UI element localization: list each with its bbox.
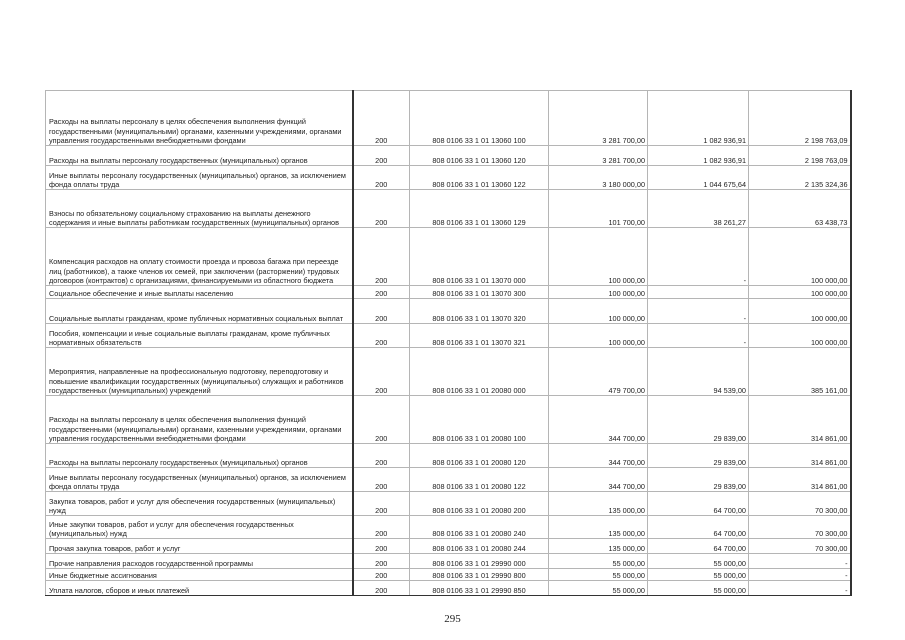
remaining-amount-cell: 2 135 324,36 (749, 166, 851, 190)
remaining-amount-cell: - (749, 581, 851, 596)
line-code-cell: 200 (353, 539, 410, 554)
executed-amount-cell: - (648, 299, 749, 324)
table-row (46, 581, 851, 596)
remaining-amount-cell: 2 198 763,09 (749, 91, 851, 146)
expense-name-cell: Пособия, компенсации и иные социальные выплаты гражданам, кроме публичных нормативных обязательств (46, 324, 353, 348)
table-row (46, 348, 851, 396)
remaining-amount-cell: 2 198 763,09 (749, 146, 851, 166)
approved-amount-cell: 344 700,00 (549, 444, 648, 468)
remaining-amount-cell: 314 861,00 (749, 396, 851, 444)
executed-amount-cell: 29 839,00 (648, 468, 749, 492)
expense-name-cell: Расходы на выплаты персоналу в целях обеспечения выполнения функций государственными (муниципальными) органами, казенными учреждениями, органами управления государственными внебюджетными фондами (46, 91, 353, 146)
line-code-cell: 200 (353, 190, 410, 228)
remaining-amount-cell: 385 161,00 (749, 348, 851, 396)
line-code-cell: 200 (353, 396, 410, 444)
line-code-cell: 200 (353, 581, 410, 596)
table-row (46, 324, 851, 348)
remaining-amount-cell: - (749, 554, 851, 569)
executed-amount-cell: - (648, 324, 749, 348)
executed-amount-cell: 1 082 936,91 (648, 146, 749, 166)
remaining-amount-cell: 314 861,00 (749, 444, 851, 468)
expense-name-cell: Закупка товаров, работ и услуг для обеспечения государственных (муниципальных) нужд (46, 492, 353, 516)
approved-amount-cell: 100 000,00 (549, 228, 648, 286)
budget-classification-cell: 808 0106 33 1 01 20080 100 (410, 396, 549, 444)
executed-amount-cell: - (648, 228, 749, 286)
line-code-cell: 200 (353, 554, 410, 569)
executed-amount-cell (648, 286, 749, 299)
budget-execution-table (45, 90, 852, 596)
budget-classification-cell: 808 0106 33 1 01 13060 120 (410, 146, 549, 166)
line-code-cell: 200 (353, 468, 410, 492)
approved-amount-cell: 344 700,00 (549, 468, 648, 492)
budget-classification-cell: 808 0106 33 1 01 13070 320 (410, 299, 549, 324)
line-code-cell: 200 (353, 91, 410, 146)
table-row (46, 554, 851, 569)
executed-amount-cell: 1 082 936,91 (648, 91, 749, 146)
executed-amount-cell: 29 839,00 (648, 396, 749, 444)
budget-classification-cell: 808 0106 33 1 01 13060 100 (410, 91, 549, 146)
remaining-amount-cell: 70 300,00 (749, 539, 851, 554)
approved-amount-cell: 55 000,00 (549, 569, 648, 581)
expense-name-cell: Расходы на выплаты персоналу государственных (муниципальных) органов (46, 146, 353, 166)
approved-amount-cell: 344 700,00 (549, 396, 648, 444)
expense-name-cell: Расходы на выплаты персоналу государственных (муниципальных) органов (46, 444, 353, 468)
remaining-amount-cell: - (749, 569, 851, 581)
table-row (46, 444, 851, 468)
budget-classification-cell: 808 0106 33 1 01 20080 244 (410, 539, 549, 554)
table-row (46, 396, 851, 444)
line-code-cell: 200 (353, 444, 410, 468)
line-code-cell: 200 (353, 492, 410, 516)
budget-classification-cell: 808 0106 33 1 01 20080 000 (410, 348, 549, 396)
budget-classification-cell: 808 0106 33 1 01 20080 200 (410, 492, 549, 516)
page-number: 295 (444, 613, 461, 625)
approved-amount-cell: 100 000,00 (549, 324, 648, 348)
approved-amount-cell: 3 281 700,00 (549, 146, 648, 166)
table-row (46, 166, 851, 190)
approved-amount-cell: 3 180 000,00 (549, 166, 648, 190)
budget-classification-cell: 808 0106 33 1 01 13060 129 (410, 190, 549, 228)
expense-name-cell: Прочие направления расходов государственной программы (46, 554, 353, 569)
budget-classification-cell: 808 0106 33 1 01 13070 321 (410, 324, 549, 348)
remaining-amount-cell: 100 000,00 (749, 228, 851, 286)
remaining-amount-cell: 63 438,73 (749, 190, 851, 228)
budget-classification-cell: 808 0106 33 1 01 13070 300 (410, 286, 549, 299)
executed-amount-cell: 38 261,27 (648, 190, 749, 228)
approved-amount-cell: 100 000,00 (549, 299, 648, 324)
line-code-cell: 200 (353, 348, 410, 396)
budget-classification-cell: 808 0106 33 1 01 29990 800 (410, 569, 549, 581)
table-row (46, 228, 851, 286)
line-code-cell: 200 (353, 516, 410, 539)
remaining-amount-cell: 70 300,00 (749, 492, 851, 516)
table-row (46, 299, 851, 324)
executed-amount-cell: 64 700,00 (648, 539, 749, 554)
expense-name-cell: Расходы на выплаты персоналу в целях обеспечения выполнения функций государственными (муниципальными) органами, казенными учреждениями, органами управления государственными внебюджетными фондами (46, 396, 353, 444)
approved-amount-cell: 100 000,00 (549, 286, 648, 299)
executed-amount-cell: 55 000,00 (648, 581, 749, 596)
table-row (46, 516, 851, 539)
executed-amount-cell: 94 539,00 (648, 348, 749, 396)
line-code-cell: 200 (353, 324, 410, 348)
line-code-cell: 200 (353, 166, 410, 190)
table-row (46, 569, 851, 581)
expense-name-cell: Компенсация расходов на оплату стоимости проезда и провоза багажа при переезде лиц (работников), а также членов их семей, при заключении (расторжении) трудовых договоров (контрактов) с организациями, финансируемыми из областного бюджета (46, 228, 353, 286)
executed-amount-cell: 64 700,00 (648, 492, 749, 516)
approved-amount-cell: 55 000,00 (549, 581, 648, 596)
table-row (46, 91, 851, 146)
budget-classification-cell: 808 0106 33 1 01 13070 000 (410, 228, 549, 286)
table-row (46, 468, 851, 492)
executed-amount-cell: 55 000,00 (648, 554, 749, 569)
budget-classification-cell: 808 0106 33 1 01 20080 122 (410, 468, 549, 492)
executed-amount-cell: 1 044 675,64 (648, 166, 749, 190)
budget-classification-cell: 808 0106 33 1 01 20080 240 (410, 516, 549, 539)
table-row (46, 492, 851, 516)
approved-amount-cell: 55 000,00 (549, 554, 648, 569)
budget-classification-cell: 808 0106 33 1 01 29990 850 (410, 581, 549, 596)
approved-amount-cell: 101 700,00 (549, 190, 648, 228)
remaining-amount-cell: 100 000,00 (749, 299, 851, 324)
line-code-cell: 200 (353, 146, 410, 166)
approved-amount-cell: 479 700,00 (549, 348, 648, 396)
budget-classification-cell: 808 0106 33 1 01 20080 120 (410, 444, 549, 468)
budget-classification-cell: 808 0106 33 1 01 13060 122 (410, 166, 549, 190)
expense-name-cell: Социальные выплаты гражданам, кроме публичных нормативных социальных выплат (46, 299, 353, 324)
approved-amount-cell: 135 000,00 (549, 539, 648, 554)
line-code-cell: 200 (353, 286, 410, 299)
table-body (46, 91, 851, 596)
remaining-amount-cell: 100 000,00 (749, 324, 851, 348)
remaining-amount-cell: 100 000,00 (749, 286, 851, 299)
remaining-amount-cell: 314 861,00 (749, 468, 851, 492)
line-code-cell: 200 (353, 228, 410, 286)
expense-name-cell: Иные выплаты персоналу государственных (муниципальных) органов, за исключением фонда оплаты труда (46, 468, 353, 492)
line-code-cell: 200 (353, 569, 410, 581)
approved-amount-cell: 135 000,00 (549, 492, 648, 516)
table-row (46, 146, 851, 166)
budget-classification-cell: 808 0106 33 1 01 29990 000 (410, 554, 549, 569)
approved-amount-cell: 3 281 700,00 (549, 91, 648, 146)
table-row (46, 539, 851, 554)
expense-name-cell: Иные закупки товаров, работ и услуг для обеспечения государственных (муниципальных) нужд (46, 516, 353, 539)
executed-amount-cell: 64 700,00 (648, 516, 749, 539)
table-row (46, 190, 851, 228)
executed-amount-cell: 55 000,00 (648, 569, 749, 581)
executed-amount-cell: 29 839,00 (648, 444, 749, 468)
line-code-cell: 200 (353, 299, 410, 324)
expense-name-cell: Социальное обеспечение и иные выплаты населению (46, 286, 353, 299)
expense-name-cell: Мероприятия, направленные на профессиональную подготовку, переподготовку и повышение квалификации государственных (муниципальных) служащих и работников государственных (муниципальных) учреждений (46, 348, 353, 396)
expense-name-cell: Иные бюджетные ассигнования (46, 569, 353, 581)
expense-name-cell: Взносы по обязательному социальному страхованию на выплаты денежного содержания и иные выплаты работникам государственных (муниципальных) органов (46, 190, 353, 228)
expense-name-cell: Уплата налогов, сборов и иных платежей (46, 581, 353, 596)
expense-name-cell: Прочая закупка товаров, работ и услуг (46, 539, 353, 554)
expense-name-cell: Иные выплаты персоналу государственных (муниципальных) органов, за исключением фонда оплаты труда (46, 166, 353, 190)
table-row (46, 286, 851, 299)
remaining-amount-cell: 70 300,00 (749, 516, 851, 539)
approved-amount-cell: 135 000,00 (549, 516, 648, 539)
